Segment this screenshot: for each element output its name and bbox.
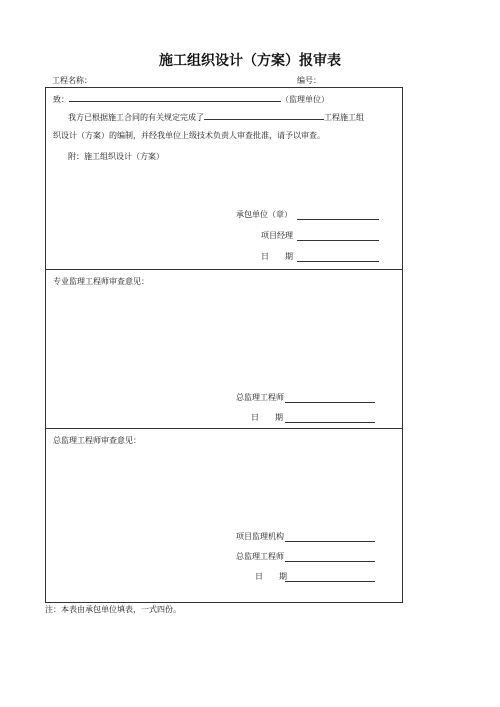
section-divider-2 bbox=[46, 428, 402, 429]
body-part2: 工程施工组 bbox=[324, 113, 364, 122]
specialist-review-heading: 专业监理工程师审查意见： bbox=[53, 277, 149, 286]
form-title: 施工组织设计（方案）报审表 bbox=[159, 53, 341, 69]
supervision-org-label: 项目监理机构 bbox=[236, 532, 284, 541]
body-part1: 我方已根据施工合同的有关规定完成了 bbox=[68, 113, 204, 122]
supervision-org-field[interactable] bbox=[285, 541, 375, 542]
contractor-sign-field[interactable] bbox=[297, 219, 379, 220]
supervisor-unit-field[interactable] bbox=[69, 93, 281, 102]
to-line bbox=[53, 93, 329, 105]
footnote: 注：本表由承包单位填表，一式四份。 bbox=[45, 605, 181, 614]
date-field-3[interactable] bbox=[285, 581, 375, 582]
body-line-2: 织设计（方案）的编制，并经我单位上级技术负责人审查批准，请予以审查。 bbox=[53, 131, 325, 140]
form-table bbox=[45, 87, 403, 603]
date-label-1: 日 期 bbox=[261, 252, 293, 261]
section-divider-1 bbox=[46, 269, 402, 270]
attachment-label: 附：施工组织设计（方案） bbox=[68, 152, 164, 161]
chief-engineer-label-3: 总监理工程师 bbox=[236, 552, 284, 561]
form-number-label: 编号： bbox=[297, 76, 321, 85]
date-label-2: 日 期 bbox=[251, 413, 283, 422]
to-label: 致： bbox=[53, 95, 69, 104]
date-field-1[interactable] bbox=[297, 261, 379, 262]
body-line-1 bbox=[68, 111, 364, 123]
chief-engineer-label-2: 总监理工程师 bbox=[236, 393, 284, 402]
supervisor-unit-suffix: （监理单位） bbox=[281, 95, 329, 104]
chief-engineer-sign-field-3[interactable] bbox=[285, 561, 375, 562]
contractor-label: 承包单位（章） bbox=[236, 210, 292, 219]
date-label-3: 日 期 bbox=[255, 572, 287, 581]
project-manager-label: 项目经理 bbox=[261, 231, 293, 240]
project-name-label: 工程名称： bbox=[52, 76, 92, 85]
chief-engineer-sign-field-2[interactable] bbox=[285, 402, 375, 403]
chief-review-heading: 总监理工程师审查意见： bbox=[53, 436, 141, 445]
date-field-2[interactable] bbox=[285, 422, 375, 423]
project-manager-sign-field[interactable] bbox=[297, 240, 379, 241]
project-name-field[interactable] bbox=[204, 111, 324, 120]
